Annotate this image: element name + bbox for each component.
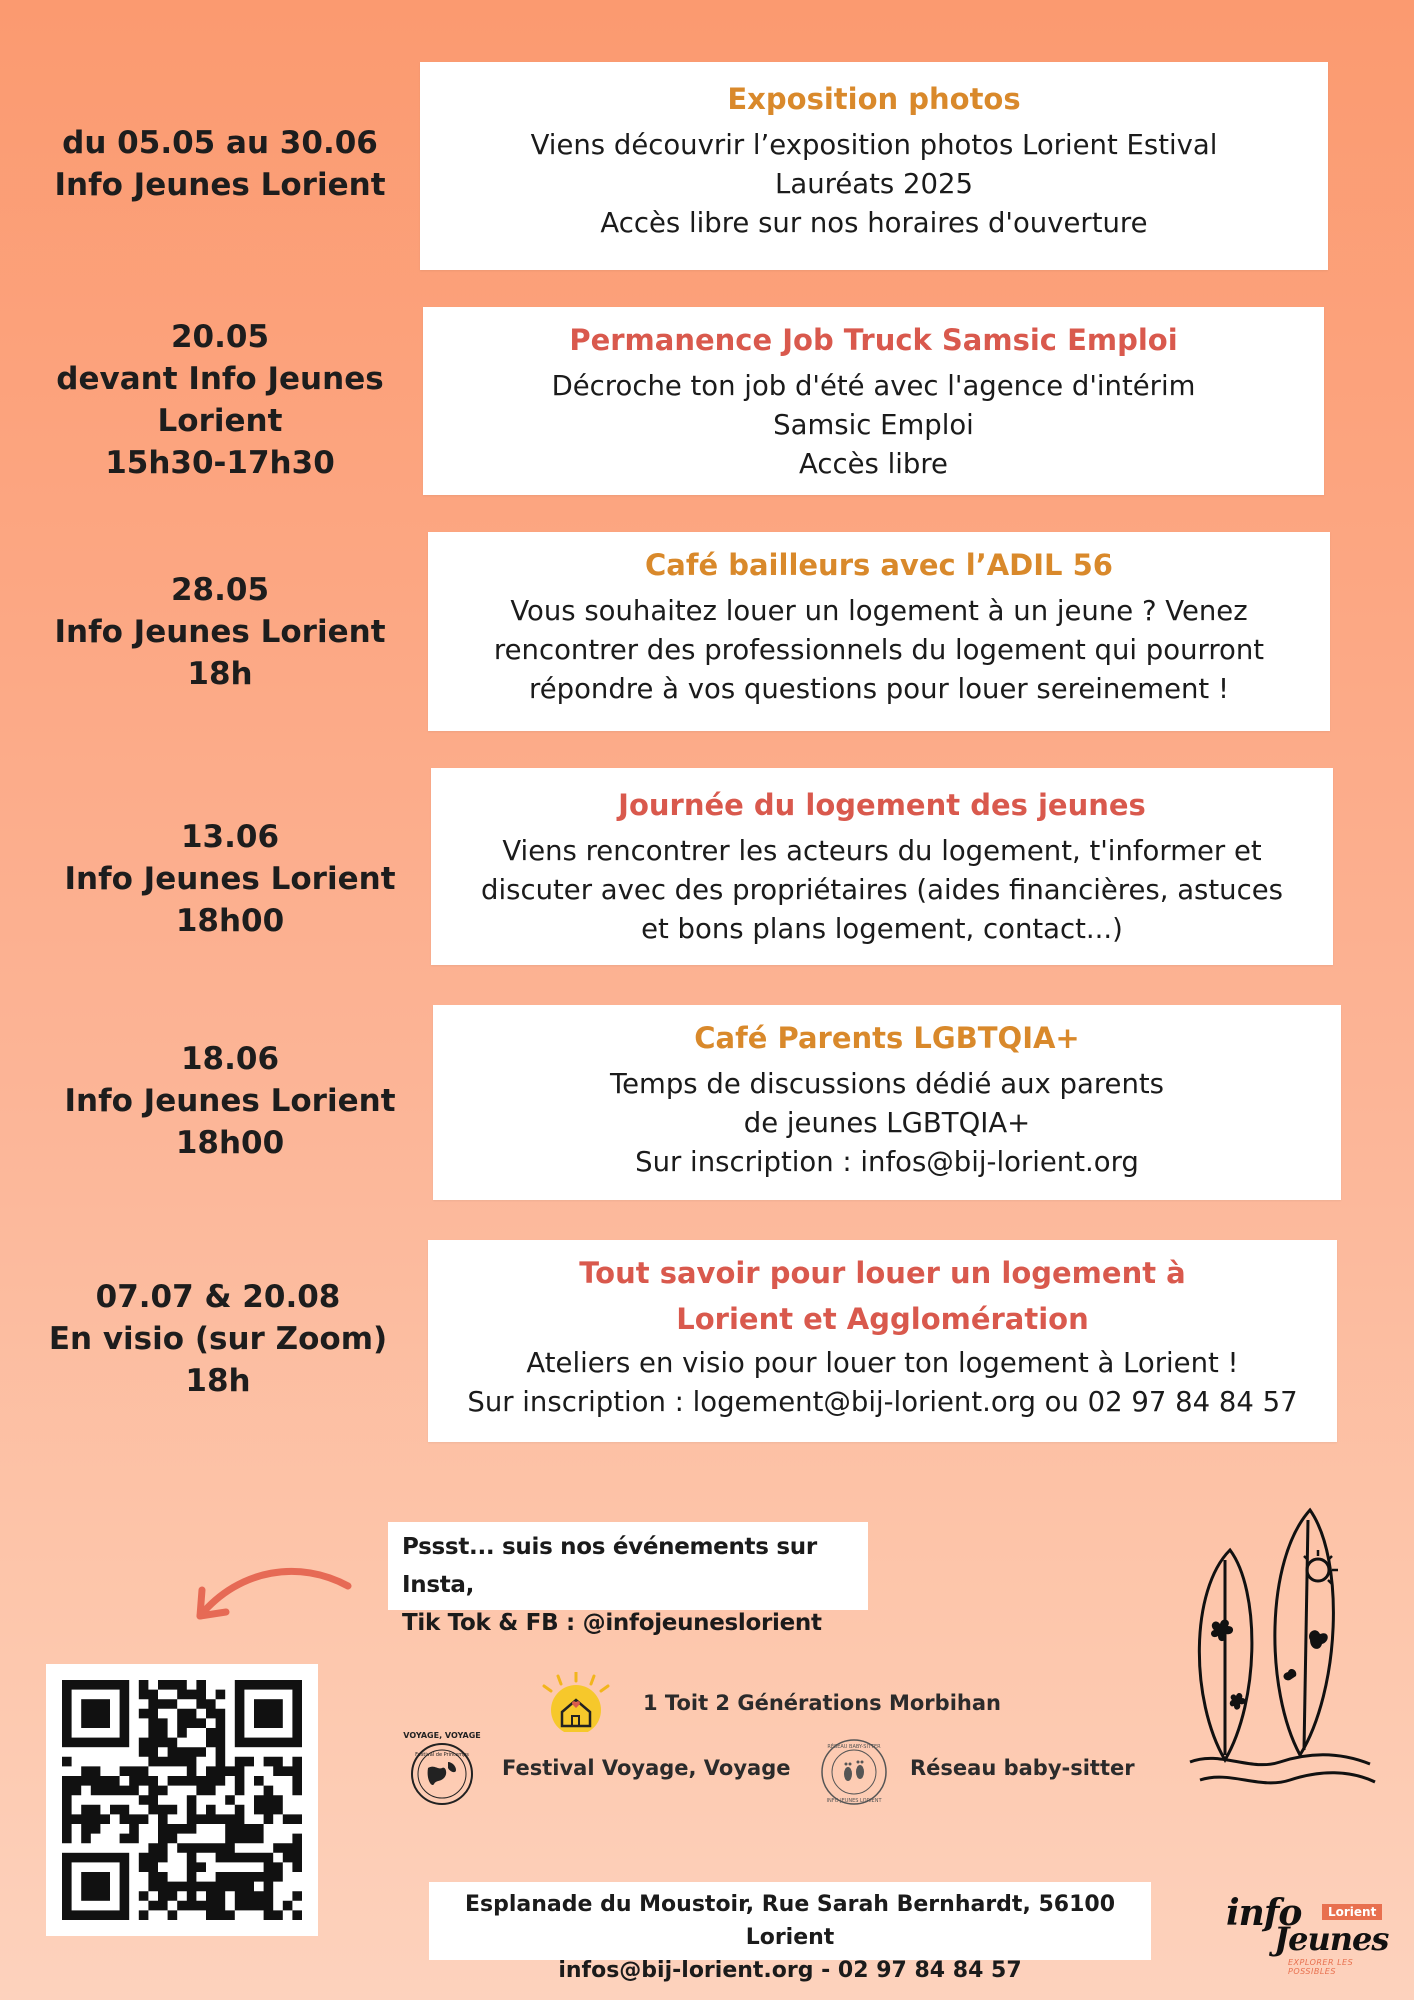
social-line: Pssst... suis nos événements sur Insta, — [402, 1534, 817, 1598]
event-text-line: discuter avec des propriétaires (aides financières, astuces — [481, 874, 1283, 906]
event-title: Café bailleurs avec l’ADIL 56 — [645, 548, 1113, 582]
address-line: Esplanade du Moustoir, Rue Sarah Bernhardt, 56100 Lorient — [465, 1892, 1115, 1950]
babysitter-badge-icon — [818, 1736, 890, 1808]
event-text-line: Vous souhaitez louer un logement à un jeune ? Venez — [510, 595, 1248, 627]
contact-line: infos@bij-lorient.org - 02 97 84 84 57 — [558, 1958, 1022, 1983]
location-line: Lorient — [157, 403, 283, 439]
event-text-line: Temps de discussions dédié aux parents — [610, 1068, 1164, 1100]
location-line: Info Jeunes Lorient — [64, 1083, 396, 1119]
curved-arrow-icon — [180, 1560, 360, 1660]
logo-jeunes: Jeunes — [1274, 1920, 1389, 1958]
time-line: 15h30-17h30 — [105, 445, 335, 481]
qr-code[interactable] — [46, 1664, 318, 1936]
event-text-line: Lauréats 2025 — [775, 168, 973, 200]
event-title: Permanence Job Truck Samsic Emploi — [569, 323, 1178, 357]
event-text-line: Sur inscription : infos@bij-lorient.org — [635, 1146, 1139, 1178]
event-card-job-truck — [423, 307, 1324, 495]
time-line: 18h00 — [175, 903, 285, 939]
event-date-2 — [40, 316, 400, 484]
event-title: Café Parents LGBTQIA+ — [694, 1021, 1080, 1055]
date-line: 07.07 & 20.08 — [95, 1279, 341, 1315]
date-line: du 05.05 au 30.06 — [62, 125, 378, 161]
address-box — [429, 1882, 1151, 1983]
event-card-cafe-bailleurs — [428, 532, 1330, 731]
date-line: 13.06 — [180, 819, 280, 855]
date-line: 18.06 — [180, 1041, 280, 1077]
date-line: 20.05 — [170, 319, 270, 355]
logo-city-badge: Lorient — [1322, 1904, 1382, 1920]
event-text-line: Samsic Emploi — [773, 409, 974, 441]
time-line: 18h00 — [175, 1125, 285, 1161]
event-text-line: Viens découvrir l’exposition photos Lorient Estival — [530, 129, 1218, 161]
time-line: 18h — [185, 1363, 251, 1399]
event-text-line: de jeunes LGBTQIA+ — [743, 1107, 1031, 1139]
partner-toit-label: 1 Toit 2 Générations Morbihan — [643, 1691, 1001, 1715]
svg-text:INFO JEUNES LORIENT: INFO JEUNES LORIENT — [826, 1798, 882, 1804]
event-title: Exposition photos — [727, 82, 1021, 116]
event-text-line: Accès libre — [799, 448, 948, 480]
qr-code-icon — [46, 1664, 318, 1936]
event-date-4 — [50, 816, 410, 942]
event-card-louer-logement — [428, 1240, 1337, 1442]
event-text-line: Sur inscription : logement@bij-lorient.org ou 02 97 84 84 57 — [467, 1386, 1298, 1418]
svg-text:RÉSEAU BABY-SITTER: RÉSEAU BABY-SITTER — [827, 1744, 881, 1750]
time-line: 18h — [187, 656, 253, 692]
event-date-1 — [40, 122, 400, 206]
logo-tagline: EXPLORER LES POSSIBLES — [1288, 1958, 1354, 1976]
partner-voyage-label: Festival Voyage, Voyage — [502, 1756, 791, 1780]
location-line: Info Jeunes Lorient — [54, 167, 386, 203]
event-text-line: Décroche ton job d'été avec l'agence d'intérim — [551, 370, 1196, 402]
svg-text:VOYAGE, VOYAGE: VOYAGE, VOYAGE — [403, 1731, 481, 1740]
location-line: devant Info Jeunes — [56, 361, 384, 397]
surfboards-icon — [1180, 1500, 1380, 1800]
location-line: Info Jeunes Lorient — [64, 861, 396, 897]
event-title: Lorient et Agglomération — [676, 1302, 1089, 1336]
location-line: Info Jeunes Lorient — [54, 614, 386, 650]
event-text-line: et bons plans logement, contact...) — [641, 913, 1123, 945]
info-jeunes-logo — [1222, 1892, 1402, 1976]
event-title: Tout savoir pour louer un logement à — [579, 1256, 1186, 1290]
event-title: Journée du logement des jeunes — [618, 788, 1146, 822]
event-text-line: Viens rencontrer les acteurs du logement, t'informer et — [502, 835, 1262, 867]
logo-info: info — [1226, 1892, 1302, 1934]
event-date-6 — [38, 1276, 398, 1402]
event-card-cafe-parents — [433, 1005, 1341, 1200]
social-media-note — [388, 1522, 868, 1636]
house-sun-icon — [538, 1672, 614, 1732]
event-card-journee-logement — [431, 768, 1333, 965]
date-line: 28.05 — [170, 572, 270, 608]
event-text-line: Ateliers en visio pour louer ton logement à Lorient ! — [526, 1347, 1239, 1379]
event-date-3 — [40, 569, 400, 695]
event-card-exposition — [420, 62, 1328, 270]
event-date-5 — [50, 1038, 410, 1164]
voyage-voyage-badge-icon — [402, 1726, 482, 1812]
event-text-line: rencontrer des professionnels du logement qui pourront — [493, 634, 1265, 666]
social-handle: Tik Tok & FB : @infojeuneslorient — [402, 1610, 822, 1636]
partner-babysitter-label: Réseau baby-sitter — [910, 1756, 1135, 1780]
location-line: En visio (sur Zoom) — [48, 1321, 388, 1357]
svg-text:Festival de Printemps: Festival de Printemps — [415, 1752, 469, 1758]
event-text-line: Accès libre sur nos horaires d'ouverture — [600, 207, 1148, 239]
event-text-line: répondre à vos questions pour louer sereinement ! — [529, 673, 1229, 705]
